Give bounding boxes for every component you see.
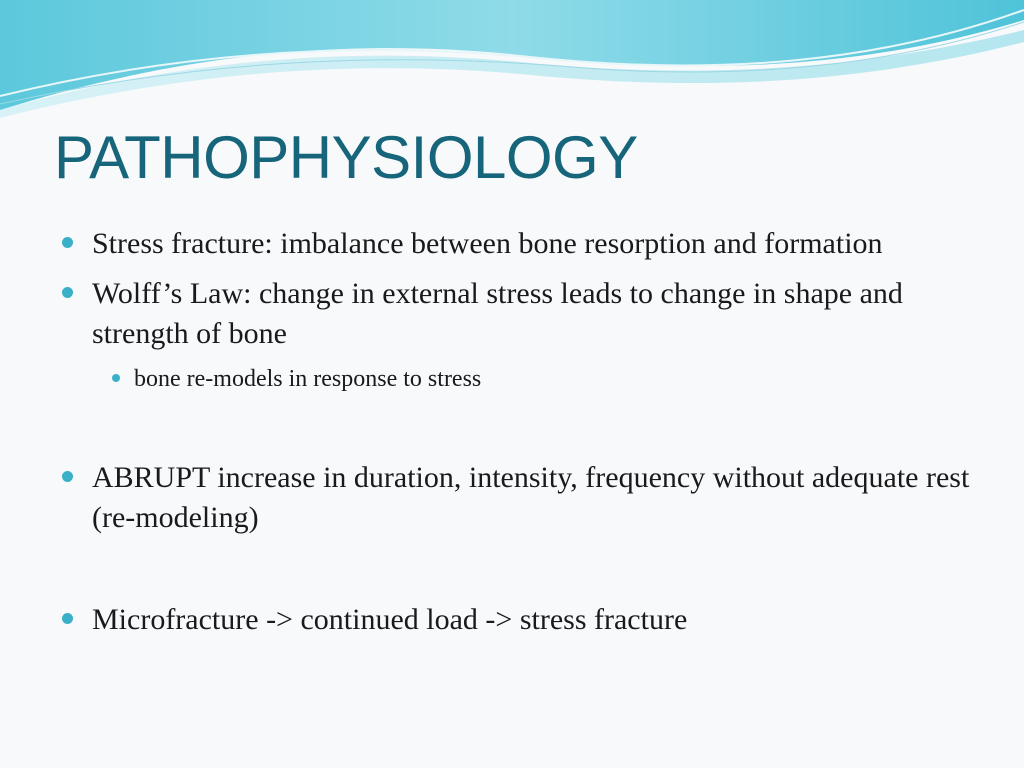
bullet-dot-icon: [62, 613, 73, 624]
sub-bullet-text: bone re-models in response to stress: [134, 366, 482, 392]
bullet-item: [62, 224, 982, 264]
bullet-dot-icon: [62, 237, 73, 248]
bullet-dot-icon: [62, 471, 73, 482]
slide-title: PATHOPHYSIOLOGY: [54, 124, 638, 191]
bullet-item: [62, 458, 982, 538]
bullet-text: Microfracture -> continued load -> stress fracture: [92, 603, 688, 636]
bullet-list: [62, 224, 982, 640]
bullet-text: ABRUPT increase in duration, intensity, frequency without adequate rest (re-modeling): [92, 461, 970, 534]
sub-bullet-item: [62, 362, 982, 396]
bullet-dot-icon: [62, 287, 73, 298]
sub-bullet-dot-icon: [112, 374, 120, 382]
bullet-text: Stress fracture: imbalance between bone resorption and formation: [92, 227, 883, 260]
bullet-item: [62, 274, 982, 354]
bullet-text: Wolff’s Law: change in external stress leads to change in shape and strength of bone: [92, 277, 903, 350]
header-wave-decoration: [0, 0, 1024, 120]
bullet-item: [62, 600, 982, 640]
